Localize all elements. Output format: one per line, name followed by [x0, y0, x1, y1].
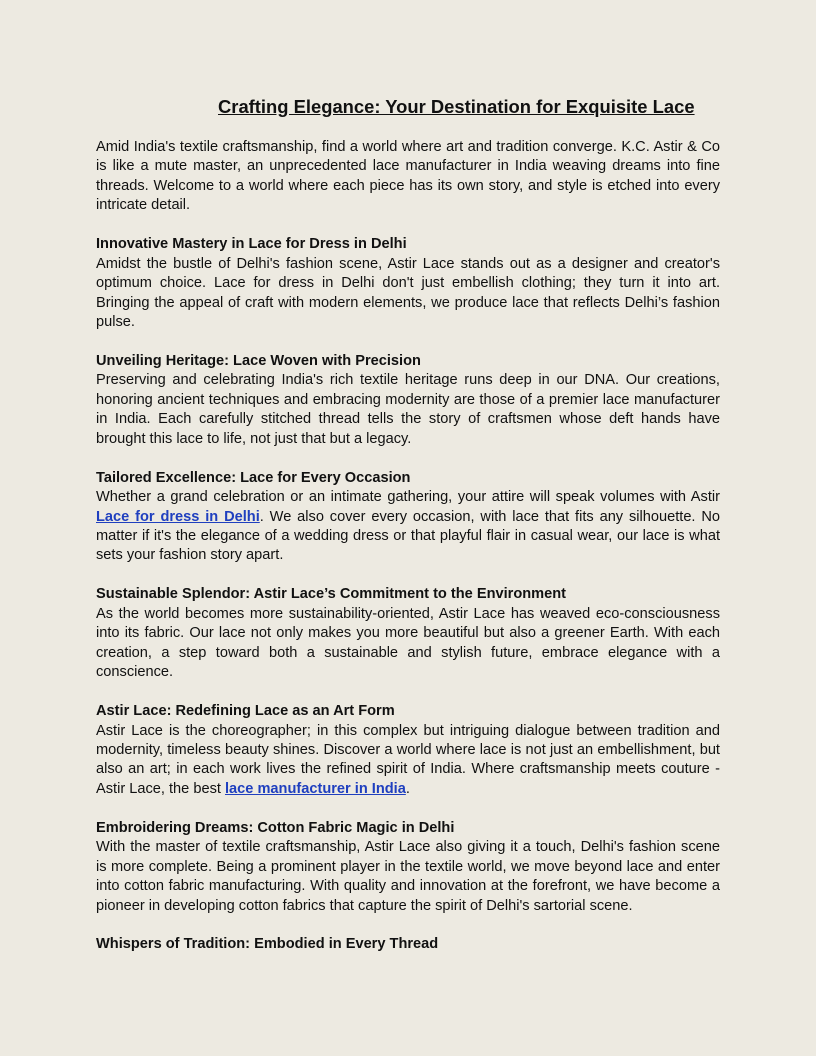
- section-body-1: Amidst the bustle of Delhi's fashion scene, Astir Lace stands out as a designer and creator's optimum choice. Lace for dress in Delhi don't just embellish clothing; they turn it into art. Bringing the appeal of craft with modern elements, we produce lace that reflects Delhi’s fashion pulse.: [96, 255, 720, 331]
- section-heading-3: Tailored Excellence: Lace for Every Occasion: [96, 469, 411, 486]
- lace-manufacturer-in-india-link[interactable]: lace manufacturer in India: [224, 780, 406, 797]
- section-heading-4: Sustainable Splendor: Astir Lace’s Commitment to the Environment: [96, 586, 567, 603]
- document-body: [96, 138, 720, 955]
- section-heading-2: Unveiling Heritage: Lace Woven with Precision: [96, 352, 421, 369]
- intro-paragraph: Amid India's textile craftsmanship, find a world where art and tradition converge. K.C. Astir & Co is like a mute master, an unprecedented lace manufacturer in India weaving dreams into fine threads. Welcome to a world where each piece has its own story, and style is etched into every intricate detail.: [96, 139, 720, 214]
- section-body-3-text-b: . We also cover every occasion, with lace that fits any silhouette. No matter if it's the elegance of a wedding dress or that playful flair in casual wear, our lace is what sets your fashion story apart.: [96, 508, 721, 564]
- section-body-3: [96, 488, 720, 566]
- lace-for-dress-in-delhi-link[interactable]: Lace for dress in Delhi: [96, 508, 260, 525]
- section-body-5-text-b: .: [405, 780, 410, 797]
- section-body-5: [96, 722, 720, 800]
- section-body-2: Preserving and celebrating India's rich textile heritage runs deep in our DNA. Our creations, honoring ancient techniques and embracing modernity are those of a premier lace manufacturer in India. Each carefully stitched thread tells the story of craftsmen whose deft hands have brought this lace to life, not just that but a legacy.: [96, 372, 720, 447]
- section-body-5-text-a: Astir Lace is the choreographer; in this complex but intriguing dialogue between tradition and modernity, timeless beauty shines. Discover a world where lace is not just an embellishment, but also an art; in each work lives the refined spirit of India. Where craftsmanship meets couture - Astir Lace, the best: [96, 722, 720, 797]
- section-body-3-text-a: Whether a grand celebration or an intimate gathering, your attire will speak volumes with Astir: [96, 489, 720, 506]
- section-heading-6: Embroidering Dreams: Cotton Fabric Magic in Delhi: [96, 819, 455, 836]
- section-heading-5: Astir Lace: Redefining Lace as an Art Form: [96, 703, 395, 720]
- page-title: Crafting Elegance: Your Destination for Exquisite Lace: [218, 96, 695, 117]
- section-body-6: With the master of textile craftsmanship, Astir Lace also giving it a touch, Delhi's fashion scene is more complete. Being a prominent player in the textile world, we move beyond lace and enter into cotton fabric manufacturing. With quality and innovation at the forefront, we have become a pioneer in developing cotton fabrics that capture the spirit of Delhi's sartorial scene.: [96, 839, 720, 914]
- section-heading-7: Whispers of Tradition: Embodied in Every Thread: [96, 936, 439, 953]
- section-heading-1: Innovative Mastery in Lace for Dress in Delhi: [96, 236, 407, 253]
- section-body-4: As the world becomes more sustainability-oriented, Astir Lace has weaved eco-consciousness into its fabric. Our lace not only makes you more beautiful but also a greener Earth. With each creation, a step toward both a sustainable and stylish future, embrace elegance with a conscience.: [96, 605, 720, 681]
